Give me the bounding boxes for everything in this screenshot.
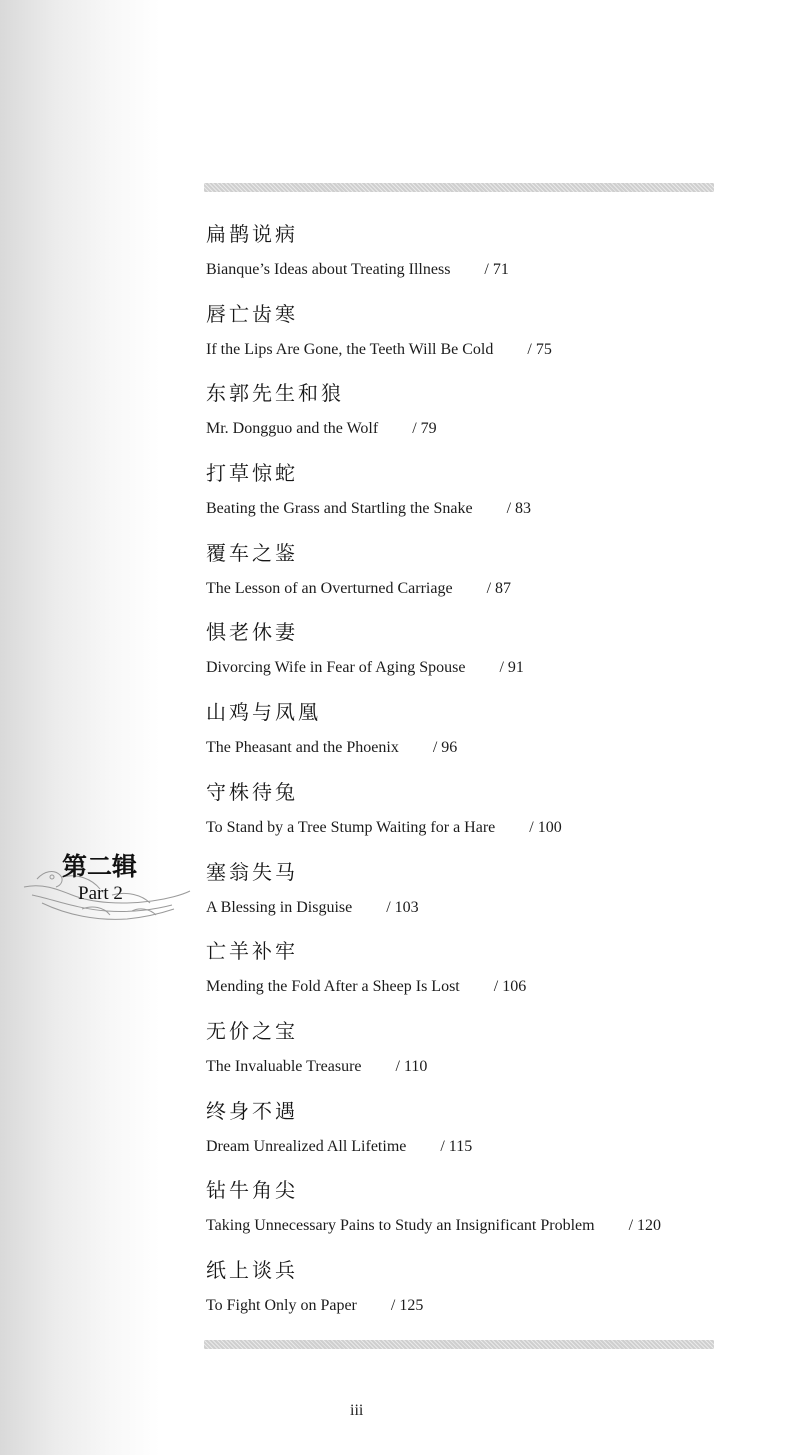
entry-title-english [206, 1217, 661, 1235]
entry-english-text: A Blessing in Disguise [206, 898, 353, 916]
entry-page-number: / 87 [486, 579, 512, 597]
entry-page-number: / 110 [395, 1057, 428, 1075]
part-label [22, 845, 192, 925]
toc-entry[interactable] [204, 1091, 744, 1171]
entry-title-chinese: 无价之宝 [206, 1018, 298, 1043]
toc-entry[interactable] [204, 1250, 744, 1330]
toc-entry[interactable] [204, 453, 744, 533]
entry-english-text: The Pheasant and the Phoenix [206, 739, 399, 757]
entry-title-english [206, 1058, 427, 1076]
top-decorative-rule [204, 183, 714, 192]
entry-title-english [206, 420, 437, 438]
entry-title-english [206, 1138, 472, 1156]
entry-english-text: The Invaluable Treasure [206, 1057, 362, 1075]
part-title-english: Part 2 [78, 883, 123, 904]
toc-entry[interactable] [204, 373, 744, 453]
page-gutter-shadow [0, 0, 160, 1455]
toc-entry[interactable] [204, 1170, 744, 1250]
toc-entry[interactable] [204, 612, 744, 692]
entry-page-number: / 120 [628, 1217, 662, 1235]
entry-title-english [206, 978, 526, 996]
entry-title-chinese: 覆车之鉴 [206, 540, 298, 565]
entry-page-number: / 96 [432, 739, 458, 757]
entry-title-english [206, 899, 419, 917]
toc-entry[interactable] [204, 214, 744, 294]
entry-english-text: Beating the Grass and Startling the Snake [206, 500, 473, 518]
entry-title-english [206, 500, 531, 518]
entry-english-text: Taking Unnecessary Pains to Study an Insignificant Problem [206, 1217, 595, 1235]
entry-english-text: Mr. Dongguo and the Wolf [206, 420, 379, 438]
bottom-decorative-rule [204, 1340, 714, 1349]
entry-title-chinese: 亡羊补牢 [206, 939, 298, 964]
entry-title-chinese: 山鸡与凤凰 [206, 700, 321, 725]
entry-title-chinese: 扁鹊说病 [206, 222, 298, 246]
entry-title-chinese: 打草惊蛇 [206, 461, 298, 486]
entry-page-number: / 83 [506, 500, 532, 518]
entry-english-text: Divorcing Wife in Fear of Aging Spouse [206, 659, 466, 677]
entry-page-number: / 103 [386, 898, 419, 916]
entry-title-chinese: 唇亡齿寒 [206, 301, 298, 326]
entry-title-english [206, 341, 552, 359]
entry-title-chinese: 终身不遇 [206, 1098, 298, 1123]
part-title-chinese: 第二辑 [62, 852, 138, 881]
entry-title-english [206, 1297, 423, 1315]
toc-entry[interactable] [204, 772, 744, 852]
toc-entry[interactable] [204, 852, 744, 932]
entry-title-english [206, 819, 562, 837]
entry-english-text: To Stand by a Tree Stump Waiting for a Hare [206, 818, 496, 836]
toc-entry[interactable] [204, 692, 744, 772]
entry-english-text: Bianque’s Ideas about Treating Illness [206, 261, 451, 278]
entry-title-chinese: 钻牛角尖 [206, 1178, 298, 1203]
toc-entry[interactable] [204, 294, 744, 374]
entry-title-chinese: 惧老休妻 [206, 620, 298, 645]
toc-entry[interactable] [204, 1011, 744, 1091]
entry-page-number: / 71 [484, 261, 509, 278]
entry-english-text: Mending the Fold After a Sheep Is Lost [206, 978, 460, 996]
entry-title-english [206, 261, 509, 279]
entry-page-number: / 100 [529, 818, 562, 836]
entry-title-chinese: 守株待兔 [206, 779, 298, 804]
entry-english-text: Dream Unrealized All Lifetime [206, 1137, 407, 1155]
entry-title-english [206, 739, 457, 757]
entry-title-chinese: 纸上谈兵 [206, 1257, 298, 1282]
entry-title-chinese: 塞翁失马 [206, 859, 298, 884]
entry-page-number: / 106 [493, 978, 527, 996]
entry-title-english [206, 580, 511, 598]
toc-entry[interactable] [204, 533, 744, 613]
toc-entry[interactable] [204, 931, 744, 1011]
entry-title-english [206, 659, 524, 677]
entry-title-chinese: 东郭先生和狼 [206, 381, 344, 406]
entry-page-number: / 91 [499, 659, 524, 677]
entry-page-number: / 125 [390, 1296, 424, 1314]
entry-english-text: The Lesson of an Overturned Carriage [206, 579, 453, 597]
entry-english-text: To Fight Only on Paper [206, 1296, 357, 1314]
entry-page-number: / 79 [412, 420, 437, 438]
page-number: iii [350, 1402, 364, 1419]
entry-page-number: / 115 [440, 1137, 473, 1155]
entry-page-number: / 75 [527, 340, 552, 358]
table-of-contents [204, 214, 744, 1330]
entry-english-text: If the Lips Are Gone, the Teeth Will Be Cold [206, 340, 494, 358]
